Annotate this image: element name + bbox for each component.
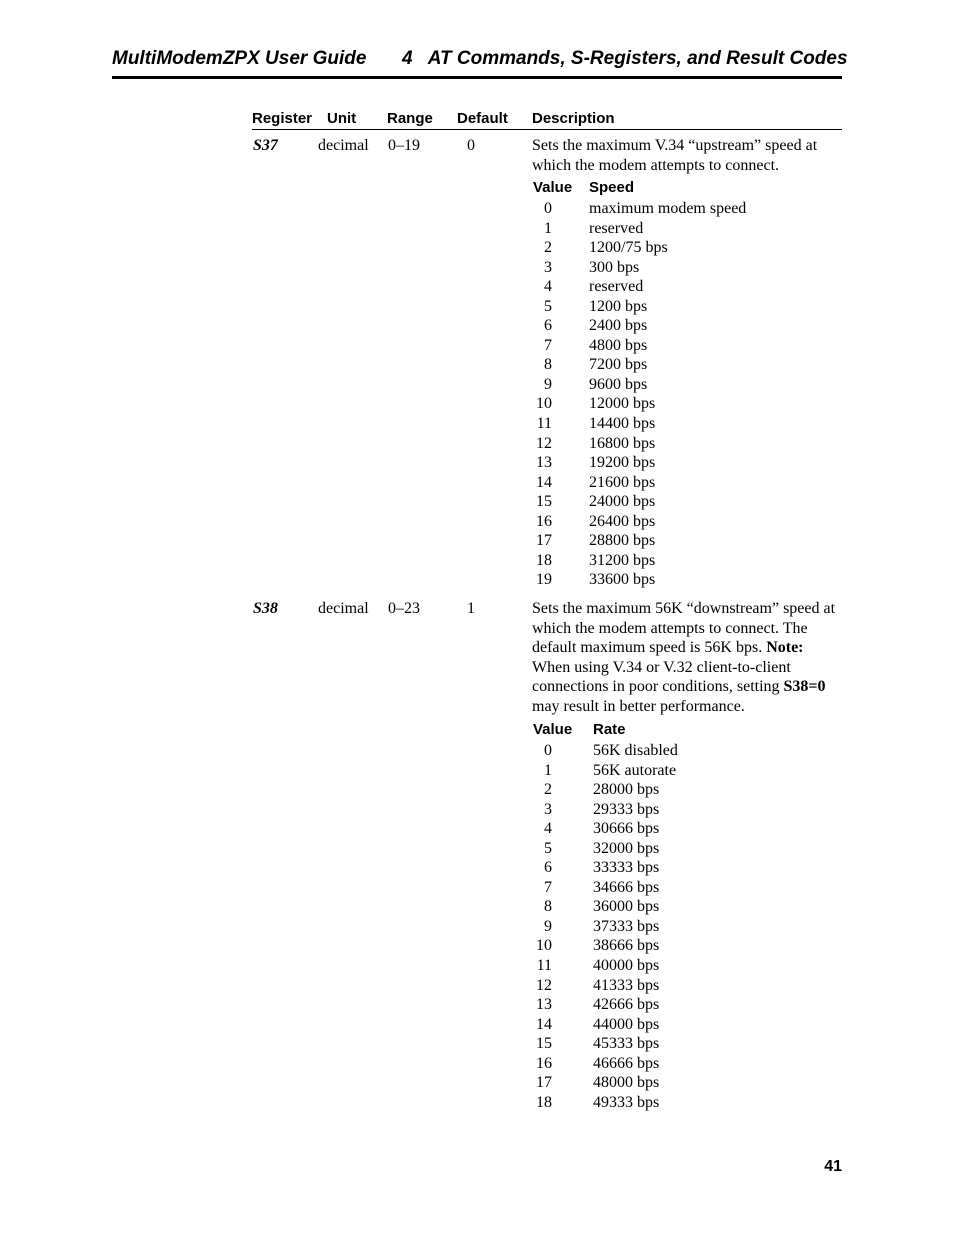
column-header-range: Range (387, 110, 433, 127)
value-code: 7 (544, 878, 552, 896)
register-range: 0–23 (388, 600, 420, 617)
value-list (533, 199, 833, 590)
list-item (533, 1015, 833, 1035)
value-code: 2 (544, 239, 552, 257)
value-code: 9 (544, 917, 552, 935)
list-item (533, 453, 833, 473)
value-label: 33600 bps (589, 571, 656, 589)
list-item (533, 316, 833, 336)
value-code: 0 (544, 200, 552, 217)
note-tail: may result in better performance. (532, 697, 745, 715)
list-item (533, 897, 833, 917)
list-item (533, 473, 833, 493)
value-label: 12000 bps (589, 395, 656, 413)
value-label: 32000 bps (593, 839, 660, 857)
value-code: 18 (536, 551, 552, 569)
register-name: S38 (253, 600, 278, 617)
list-item (533, 956, 833, 976)
list-item (533, 434, 833, 454)
value-label: 24000 bps (589, 493, 656, 511)
value-label: 1200/75 bps (589, 239, 668, 257)
list-item (533, 976, 833, 996)
value-code: 6 (544, 317, 552, 335)
value-code: 15 (536, 493, 552, 511)
list-item (533, 355, 833, 375)
value-code: 8 (544, 898, 552, 916)
list-item (533, 1093, 833, 1113)
list-item (533, 258, 833, 278)
value-label: 40000 bps (593, 957, 660, 975)
column-header-default: Default (457, 110, 508, 127)
page-number: 41 (824, 1158, 842, 1175)
list-item (533, 936, 833, 956)
value-code: 4 (544, 820, 552, 838)
register-unit: decimal (318, 137, 369, 154)
value-label: reserved (589, 219, 644, 237)
column-header-description: Description (532, 110, 615, 127)
value-code: 6 (544, 859, 552, 877)
value-label: 4800 bps (589, 336, 648, 354)
value-label: 42666 bps (593, 996, 660, 1014)
list-item (533, 297, 833, 317)
value-code: 10 (536, 937, 552, 955)
list-item (533, 780, 833, 800)
register-description (532, 599, 844, 717)
value-code: 12 (536, 434, 552, 452)
value-label: 49333 bps (593, 1093, 660, 1111)
value-label: 31200 bps (589, 551, 656, 569)
list-item (533, 917, 833, 937)
register-description: Sets the maximum V.34 “upstream” speed at which the modem attempts to connect. (532, 137, 818, 174)
value-code: 11 (536, 957, 552, 975)
note-text: When using V.34 or V.32 client-to-client connections in poor conditions, setting (532, 658, 791, 696)
list-item (533, 1073, 833, 1093)
value-code: 1 (544, 761, 552, 779)
value-code: 5 (544, 839, 552, 857)
value-label: 9600 bps (589, 375, 648, 393)
note-setting: S38=0 (783, 678, 826, 696)
list-item (533, 761, 833, 781)
list-item (533, 878, 833, 898)
value-label: 2400 bps (589, 317, 648, 335)
list-item (533, 238, 833, 258)
value-code: 14 (536, 1015, 552, 1033)
value-label: 7200 bps (589, 356, 648, 374)
list-item (533, 1034, 833, 1054)
list-item (533, 414, 833, 434)
value-code: 17 (536, 532, 552, 550)
value-code: 13 (536, 454, 552, 472)
register-default: 0 (467, 137, 475, 154)
list-item (533, 995, 833, 1015)
value-label: 26400 bps (589, 512, 656, 530)
value-code: 11 (536, 415, 552, 433)
chapter-title: 4 AT Commands, S-Registers, and Result Codes (402, 48, 848, 69)
value-code: 7 (544, 336, 552, 354)
value-label: 34666 bps (593, 878, 660, 896)
value-label: 33333 bps (593, 859, 660, 877)
value-label: 1200 bps (589, 297, 648, 315)
value-code: 15 (536, 1035, 552, 1053)
value-label: 45333 bps (593, 1035, 660, 1053)
value-label: maximum modem speed (589, 200, 747, 217)
value-label: 36000 bps (593, 898, 660, 916)
list-item (533, 839, 833, 859)
value-code: 5 (544, 297, 552, 315)
value-label: 56K disabled (593, 742, 678, 759)
value-label: 28800 bps (589, 532, 656, 550)
register-range: 0–19 (388, 137, 420, 154)
list-item (533, 277, 833, 297)
list-item (533, 858, 833, 878)
value-label: 19200 bps (589, 454, 656, 472)
value-label: 14400 bps (589, 415, 656, 433)
value-label: 44000 bps (593, 1015, 660, 1033)
list-item (533, 219, 833, 239)
value-label: 38666 bps (593, 937, 660, 955)
value-code: 0 (544, 742, 552, 759)
list-item (533, 741, 833, 761)
value-list (533, 741, 833, 1112)
column-header-register: Register (252, 110, 313, 127)
value-code: 16 (536, 512, 552, 530)
list-item (533, 551, 833, 571)
value-label: 29333 bps (593, 800, 660, 818)
register-name: S37 (253, 137, 278, 154)
list-item (533, 394, 833, 414)
values-header-speed: Speed (589, 179, 635, 196)
list-item (533, 375, 833, 395)
list-item (533, 199, 833, 219)
value-label: reserved (589, 278, 644, 296)
value-code: 17 (536, 1074, 552, 1092)
value-label: 30666 bps (593, 820, 660, 838)
list-item (533, 336, 833, 356)
list-item (533, 492, 833, 512)
value-label: 41333 bps (593, 976, 660, 994)
value-code: 13 (536, 996, 552, 1014)
value-label: 300 bps (589, 258, 640, 276)
value-code: 1 (544, 219, 552, 237)
list-item (533, 512, 833, 532)
value-label: 46666 bps (593, 1054, 660, 1072)
register-default: 1 (467, 600, 475, 617)
column-header-unit: Unit (327, 110, 357, 127)
list-item (533, 1054, 833, 1074)
header-divider (252, 129, 842, 130)
value-code: 9 (544, 375, 552, 393)
values-header-value: Value (533, 179, 573, 196)
note-label: Note: (766, 639, 804, 657)
list-item (533, 800, 833, 820)
guide-title: MultiModemZPX User Guide (112, 48, 367, 69)
list-item (533, 531, 833, 551)
value-code: 10 (536, 395, 552, 413)
value-code: 8 (544, 356, 552, 374)
register-unit: decimal (318, 600, 369, 617)
value-code: 4 (544, 278, 552, 296)
value-label: 37333 bps (593, 917, 660, 935)
value-code: 2 (544, 781, 552, 799)
value-code: 3 (544, 258, 552, 276)
values-header-rate: Rate (593, 721, 626, 738)
value-code: 16 (536, 1054, 552, 1072)
values-header-value: Value (533, 721, 573, 738)
value-code: 14 (536, 473, 552, 491)
value-label: 21600 bps (589, 473, 656, 491)
description-text: Sets the maximum 56K “downstream” speed at which the modem attempts to connect. The default maximum speed is 56K bps. (532, 600, 836, 657)
value-label: 28000 bps (593, 781, 660, 799)
list-item (533, 570, 833, 590)
value-label: 16800 bps (589, 434, 656, 452)
value-label: 56K autorate (593, 761, 677, 779)
list-item (533, 819, 833, 839)
value-code: 18 (536, 1093, 552, 1111)
value-code: 19 (536, 571, 552, 589)
value-code: 12 (536, 976, 552, 994)
value-code: 3 (544, 800, 552, 818)
value-label: 48000 bps (593, 1074, 660, 1092)
page-header (112, 48, 848, 79)
